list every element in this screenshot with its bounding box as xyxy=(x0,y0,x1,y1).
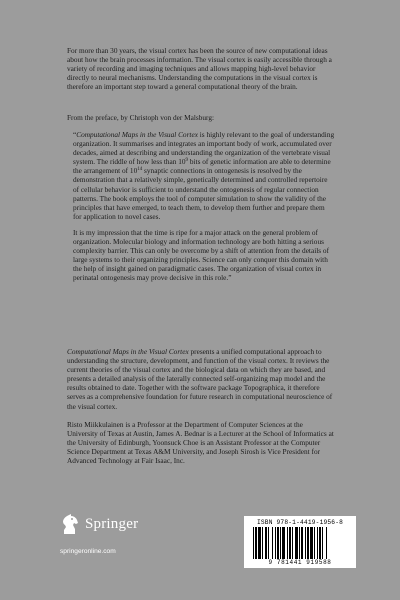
intro-text: For more than 30 years, the visual cortex has been the source of new computational ideas about how the brain processes information. The visual cortex is easily accessible through a variety of recording and imaging techniques and allows mapping high-level behavior directly to neural mechanisms. Understanding the computations in the visual cortex is therefore an important step toward a general computational theory of the brain. xyxy=(67,46,332,92)
springer-knight-icon xyxy=(60,513,80,535)
preface-attribution xyxy=(67,113,335,122)
publisher-name: Springer xyxy=(85,515,139,532)
open-quote-mark: “ xyxy=(73,130,77,139)
quote-book-title: Computational Maps in the Visual Cortex xyxy=(76,130,198,139)
barcode-number: 9 781441 919588 xyxy=(268,559,332,566)
exponent-14: 14 xyxy=(137,167,143,173)
quote-paragraph-1 xyxy=(73,130,335,221)
summary-book-title: Computational Maps in the Visual Cortex xyxy=(67,347,189,356)
quote-paragraph-2: It is my impression that the time is ripe for a major attack on the general problem of organization. Molecular biology and information technology are both hitting a serious complexity barrier. This can only be overcome by a shift of attention from the details of large systems to their organizing principles. Science can only conquer this domain with the help of insight gained on paradigmatic cases. The organization of visual cortex in perinatal ontogenesis may prove decisive in this role.” xyxy=(73,227,329,283)
quote-text-a: is highly relevant to the goal of understanding organization. It summarises and integrates an important body of work, accumulated over decades, aimed at describing and understanding the organization of the vertebrate visual system. The riddle of how less than 10 xyxy=(73,130,335,167)
authors-paragraph xyxy=(67,420,335,465)
isbn-text: ISBN 978-1-4419-1956-8 xyxy=(256,519,344,526)
summary-paragraph xyxy=(67,347,335,411)
isbn-barcode xyxy=(244,516,356,568)
quote-text-c: synaptic connections in ontogenesis is resolved by the demonstration that a relatively simple, genetically determined and controlled repertoire of cellular behavior is sufficient to understand the ontogenesis of regular connection patterns. The book employs the tool of computer simulation to show the validity of the principles that have emerged, to teach them, to develop them further and prepare them for application to novel cases. xyxy=(73,166,328,221)
authors-text: Risto Miikkulainen is a Professor at the Department of Computer Sciences at the University of Texas at Austin, James A. Bednar is a Lecturer at the School of Informatics at the University of Edinburgh, Yoonsuck Choe is an Assistant Professor at the Computer Science Department at Texas A&M University, and Joseph Sirosh is Vice President for Advanced Technology at Fair Isaac, Inc. xyxy=(67,420,334,466)
exponent-9: 9 xyxy=(185,158,189,164)
quote-text-b: bits of genetic information are able to determine the arrangement of 10 xyxy=(73,157,331,176)
summary-text xyxy=(67,347,335,411)
springer-logo xyxy=(60,513,138,535)
preface-label-text: From the preface, by Christoph von der Malsburg: xyxy=(67,113,214,122)
publisher-website[interactable]: springeronline.com xyxy=(60,548,116,555)
barcode-bars xyxy=(253,527,347,559)
intro-paragraph xyxy=(67,46,335,91)
summary-body: presents a unified computational approach to understanding the structure, development, and function of the visual cortex. It reviews the current theories of the visual cortex and the biological data on which they are based, and presents a detailed analysis of the laterally connected self-organizing map model and the results obtained to date. Together with the software package Topographica, it therefore serves as a comprehensive foundation for future research in computational neuroscience of the visual cortex. xyxy=(67,347,333,411)
preface-quote xyxy=(73,130,335,283)
